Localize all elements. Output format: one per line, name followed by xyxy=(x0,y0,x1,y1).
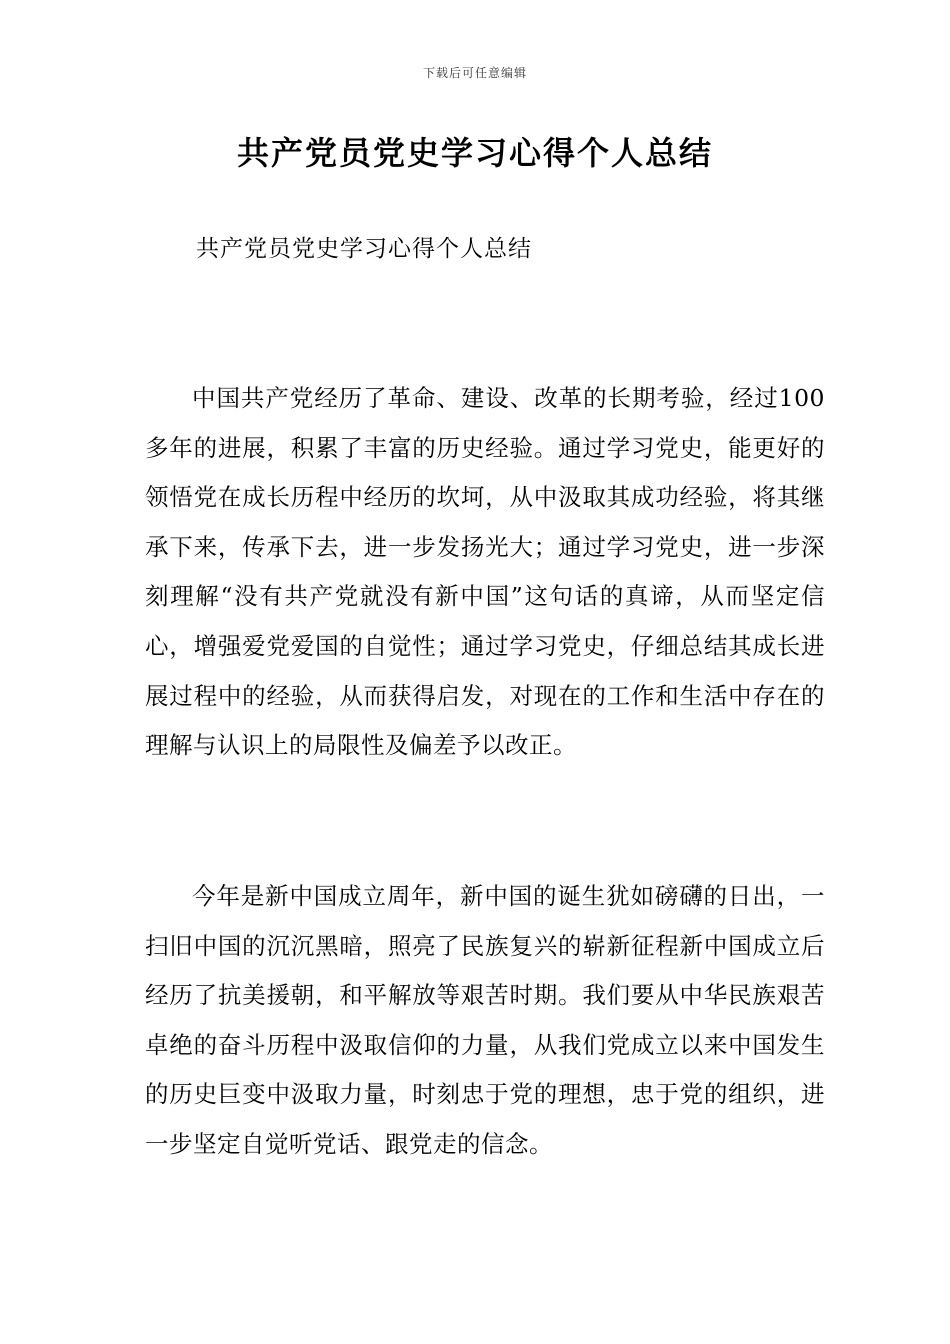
body-paragraph-1: 中国共产党经历了革命、建设、改革的长期考验，经过100多年的进展，积累了丰富的历史经验。通过学习党史，能更好的领悟党在成长历程中经历的坎坷，从中汲取其成功经验，将其继承下来，传承下去，进一步发扬光大；通过学习党史，进一步深刻理解“没有共产党就没有新中国”这句话的真谛，从而坚定信心，增强爱党爱国的自觉性；通过学习党史，仔细总结其成长进展过程中的经验，从而获得启发，对现在的工作和生活中存在的理解与认识上的局限性及偏差予以改正。 xyxy=(145,384,825,760)
document-subtitle: 共产党员党史学习心得个人总结 xyxy=(196,236,532,262)
header-note: 下载后可任意编辑 xyxy=(422,66,527,80)
body-paragraph-2: 今年是新中国成立周年，新中国的诞生犹如磅礴的日出，一扫旧中国的沉沉黑暗，照亮了民族复兴的崭新征程新中国成立后经历了抗美援朝，和平解放等艰苦时期。我们要从中华民族艰苦卓绝的奋斗历程中汲取信仰的力量，从我们党成立以来中国发生的历史巨变中汲取力量，时刻忠于党的理想，忠于党的组织，进一步坚定自觉听党话、跟党走的信念。 xyxy=(145,882,825,1158)
document-title: 共产党员党史学习心得个人总结 xyxy=(236,134,713,172)
